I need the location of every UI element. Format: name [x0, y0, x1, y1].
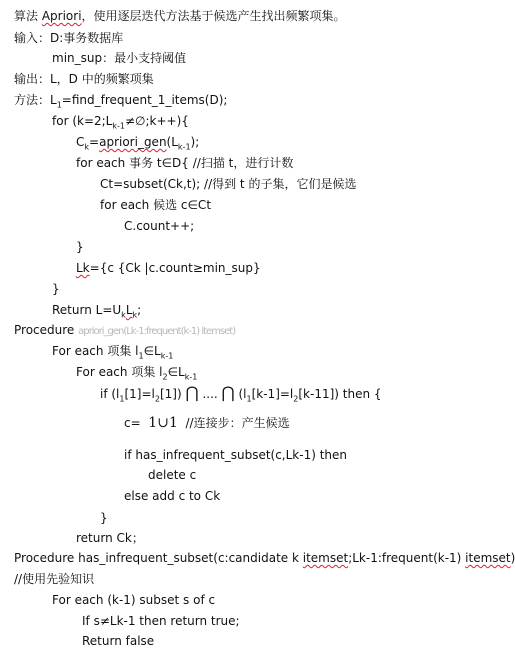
if-join-part2: [1]=l	[124, 387, 155, 401]
if-join-part1: if (l	[100, 387, 120, 401]
lk-rest: ={c {Ck |c.count≥min_sup}	[89, 261, 261, 275]
method-suffix: =find_frequent_1_items(D);	[61, 93, 228, 107]
proc2-itemset-2: itemset	[465, 551, 511, 565]
ct-line: Ct=subset(Ck,t); //得到 t 的子集，它们是候选	[100, 177, 357, 191]
sub-k1-4: k-1	[184, 372, 198, 382]
return-part1: Return L=U	[52, 303, 122, 317]
sub-1: 1	[56, 100, 62, 110]
union-symbol: ∪	[157, 415, 169, 431]
foreach-l2-line	[76, 364, 197, 385]
if-join-part5: [k-1]=l	[251, 387, 294, 401]
return-end: ;	[137, 303, 142, 317]
foreach-c-line: for each 候选 c∈Ct	[100, 198, 212, 212]
brace-close-2: }	[52, 282, 60, 296]
else-add-line: else add c to Ck	[124, 489, 221, 503]
brace-close-1: }	[76, 240, 84, 254]
output-line: 输出：L，D 中的频繁项集	[14, 72, 154, 86]
ck-line	[76, 134, 199, 155]
foreach-l2-part1: For each 项集 l	[76, 365, 163, 379]
c-assign-l1: 1	[148, 415, 158, 431]
foreach-s-line: For each (k-1) subset s of c	[52, 593, 216, 607]
input-line: 输入：D:事务数据库	[14, 31, 124, 45]
sub-k1: k-1	[112, 121, 125, 131]
method-prefix: 方法：L	[14, 93, 57, 107]
title-suffix: ，使用逐层迭代方法基于候选产生找出频繁项集。	[81, 9, 346, 23]
sub-2-2: 2	[154, 394, 160, 404]
return-false-line: Return false	[82, 634, 155, 648]
procedure-blurred-signature: apriori_gen(Lk-1:frequent(k-1) itemset)	[78, 326, 236, 337]
algorithm-title	[14, 8, 346, 24]
foreach-l2-part2: ∈L	[167, 365, 185, 379]
title-name: Apriori	[41, 9, 82, 23]
ck-end: );	[190, 135, 200, 149]
procedure-label: Procedure	[14, 323, 75, 337]
sub-1-4: 1	[246, 394, 252, 404]
ck-eq: =	[89, 135, 100, 149]
c-assign-l2: 1	[168, 415, 178, 431]
intersection-symbol-2: ⋂	[221, 383, 235, 402]
return-l-line	[52, 302, 141, 323]
method-line	[14, 92, 227, 113]
comment-prior-line: //使用先验知识	[14, 572, 95, 586]
delete-c-line: delete c	[148, 468, 197, 482]
foreach-t-line: for each 事务 t∈D{ //扫描 t，进行计数	[76, 156, 294, 170]
ck-apriori: apriori_gen	[99, 135, 167, 149]
if-s-line: If s≠Lk-1 then return true;	[82, 614, 240, 628]
sub-k1-3: k-1	[160, 351, 174, 361]
ck-paren: (L	[166, 135, 178, 149]
for-k-part2: ≠∅;k++){	[124, 114, 189, 128]
if-join-part6: [k-11]) then {	[298, 387, 382, 401]
intersection-symbol: ⋂	[185, 383, 199, 402]
sub-1-3: 1	[119, 394, 125, 404]
minsup-line: min_sup：最小支持阈值	[52, 51, 187, 65]
for-k-part1: for (k=2;L	[52, 114, 113, 128]
if-infrequent-line: if has_infrequent_subset(c,Lk-1) then	[124, 448, 348, 462]
sub-1-2: 1	[138, 351, 144, 361]
sub-k: k	[84, 142, 90, 152]
proc2-itemset: itemset	[302, 551, 349, 565]
return-l: L	[125, 303, 133, 317]
return-ck-line: return Ck；	[76, 531, 144, 545]
if-join-part4: (l	[238, 387, 247, 401]
ck-c: C	[76, 135, 85, 149]
if-join-dots: ....	[202, 387, 218, 401]
foreach-l1-part1: For each 项集 l	[52, 344, 139, 358]
proc2-end: )	[510, 551, 515, 565]
if-join-part3: [1])	[159, 387, 182, 401]
procedure-has-infrequent-line	[14, 550, 515, 566]
procedure-apriori-gen-line	[14, 322, 235, 340]
foreach-l1-part2: ∈L	[143, 344, 161, 358]
brace-close-3: }	[100, 511, 108, 525]
for-k-line	[52, 113, 189, 134]
sub-2-3: 2	[293, 394, 299, 404]
lk-line	[76, 260, 261, 276]
foreach-l1-line	[52, 343, 173, 364]
if-join-line	[100, 384, 382, 408]
proc2-part2: ;Lk-1:frequent(k-1)	[348, 551, 466, 565]
lk-lk: Lk	[76, 261, 90, 275]
sub-k-2: k	[121, 310, 126, 320]
c-assign-line	[124, 414, 290, 432]
sub-2: 2	[162, 372, 168, 382]
c-assign-eq: c=	[124, 416, 141, 430]
proc2-part1: Procedure has_infrequent_subset(c:candidate k	[14, 551, 303, 565]
count-line: C.count++;	[124, 219, 195, 233]
title-prefix: 算法	[14, 9, 42, 23]
c-assign-comment: //连接步：产生候选	[185, 416, 290, 430]
sub-k-3: k	[132, 310, 138, 320]
sub-k1-2: k-1	[177, 142, 191, 152]
